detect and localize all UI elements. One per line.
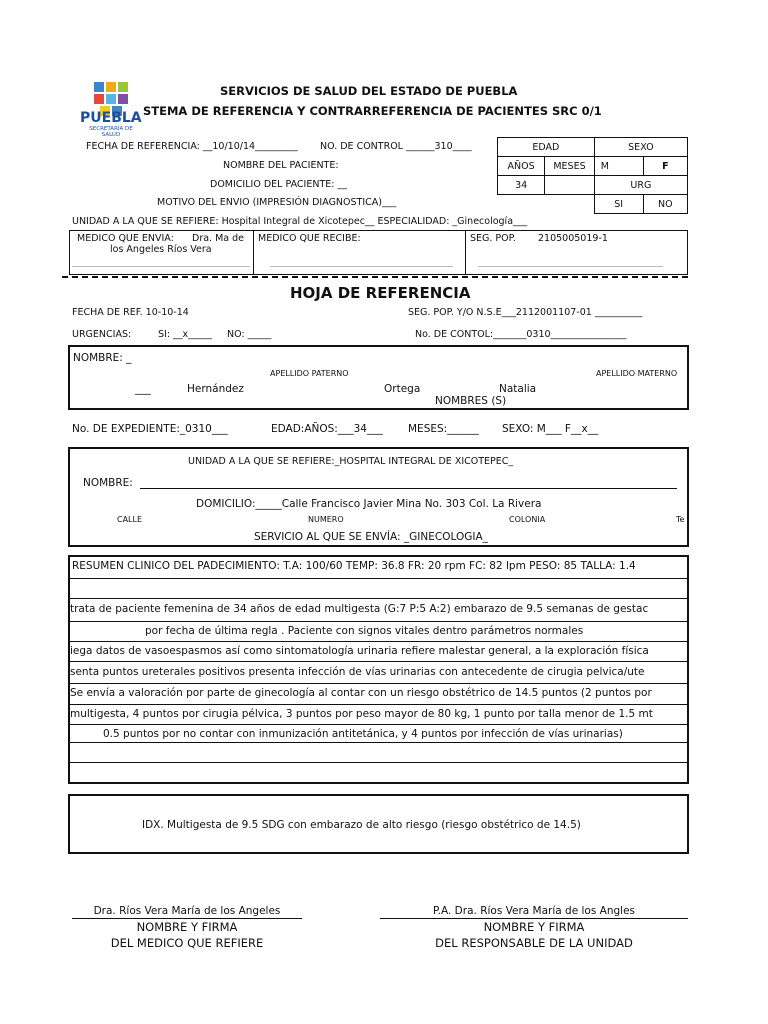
meses-header: MESES [545,157,595,176]
telefono-label: Te [676,515,685,524]
cut-line [62,276,688,278]
resumen-line-6: multigesta, 4 puntos por cirugia pélvica, 3 puntos por peso mayor de 80 kg, 1 punto por talla menor de 1.5 mt [70,708,653,720]
no-contol: No. DE CONTOL:_______0310________________ [415,329,627,340]
meses-value [545,176,595,195]
seg-pop-label: SEG. POP. [470,233,516,244]
anos-header: AÑOS [498,157,545,176]
calle-label: CALLE [117,515,143,524]
nombre-paciente-label: NOMBRE DEL PACIENTE: [223,160,339,171]
resumen-line-5: Se envía a valoración por parte de ginecología al contar con un riesgo obstétrico de 14.5 puntos (2 puntos por [70,687,652,699]
m-header: M [594,157,643,176]
nombre-value: Natalia [499,383,537,395]
nombres-label: NOMBRES (S) [435,395,507,407]
medico-envia-name-2: los Angeles Ríos Vera [110,244,212,255]
edad-header: EDAD [498,138,595,157]
servicio: SERVICIO AL QUE SE ENVÍA: _GINECOLOGIA_ [254,531,488,543]
domicilio-label: DOMICILIO DEL PACIENTE: __ [210,179,347,190]
urgencias-si: SI: __x_____ [158,329,212,340]
seg-pop-value: 2105005019-1 [538,233,608,244]
title-line-1: SERVICIOS DE SALUD DEL ESTADO DE PUEBLA [220,84,518,98]
puebla-logo [80,80,140,144]
f-header: F [643,157,687,176]
firma-izq-l1: NOMBRE Y FIRMA [136,920,238,934]
firma-der-l2: DEL RESPONSABLE DE LA UNIDAD [435,936,633,950]
apellido-materno-value: Ortega [384,383,421,395]
fecha-referencia: FECHA DE REFERENCIA: __10/10/14_________ [86,141,298,152]
firma-izq-l2: DEL MEDICO QUE REFIERE [110,936,264,950]
fecha-ref: FECHA DE REF. 10-10-14 [72,307,189,318]
resumen-line-7: 0.5 puntos por no contar con inmunización antitetánica, y 4 puntos por infección de vías urinarias) [103,728,623,740]
resumen-line-1: trata de paciente femenina de 34 años de edad multigesta (G:7 P:5 A:2) embarazo de 9.5 semanas de gestac [70,603,649,615]
resumen-line-4: senta puntos ureterales positivos presenta infección de vías urinarias con antecedente de cirugia pelvica/ute [70,666,645,678]
edad-sexo-table [497,137,688,214]
firma-der-nombre: P.A. Dra. Ríos Vera María de los Angles [432,905,636,917]
medico-recibe-label: MEDICO QUE RECIBE: [258,233,361,244]
apellido-paterno-value: Hernández [187,383,244,395]
motivo-label: MOTIVO DEL ENVIO (IMPRESIÓN DIAGNOSTICA)___ [157,197,397,208]
apellido-materno-label: APELLIDO MATERNO [596,369,678,378]
urgencias-label: URGENCIAS: [72,329,132,340]
logo-subtext: SECRETARÍA DE SALUD [89,126,133,138]
edad-anos: EDAD:AÑOS:___34___ [271,423,383,435]
urg-no: NO [643,195,687,214]
no-control: NO. DE CONTROL ______310____ [320,141,472,152]
colonia-label: COLONIA [509,515,546,524]
expediente: No. DE EXPEDIENTE:_0310___ [72,423,228,435]
title-line-2: STEMA DE REFERENCIA Y CONTRARREFERENCIA DE PACIENTES SRC 0/1 [143,104,602,118]
unidad-refiere: UNIDAD A LA QUE SE REFIERE:_HOSPITAL INTEGRAL DE XICOTEPEC_ [188,456,514,467]
seg-pop-nse: SEG. POP. Y/O N.S.E___2112001107-01 __________ [408,307,643,318]
edad-meses: MESES:______ [408,423,479,435]
nombre-label: NOMBRE: _ [73,352,132,364]
resumen-line-2: por fecha de última regla . Paciente con signos vitales dentro parámetros normales [145,625,584,637]
anos-value: 34 [498,176,545,195]
logo-text: PUEBLA [80,110,142,126]
urgencias-no: NO: _____ [227,329,272,340]
sexo-header: SEXO [594,138,687,157]
blank-line: ___ [135,383,151,395]
hoja-title: HOJA DE REFERENCIA [290,284,471,302]
firma-izq-nombre: Dra. Ríos Vera María de los Angeles [93,905,281,917]
apellido-paterno-label: APELLIDO PATERNO [270,369,349,378]
medico-envia-label: MEDICO QUE ENVIA: [77,233,174,244]
idx-text: IDX. Multigesta de 9.5 SDG con embarazo de alto riesgo (riesgo obstétrico de 14.5) [142,819,581,831]
unidad-especialidad: UNIDAD A LA QUE SE REFIERE: Hospital Integral de Xicotepec__ ESPECIALIDAD: _Ginecología___ [72,216,528,227]
unidad-nombre-label: NOMBRE: [83,477,133,489]
urg-header: URG [594,176,687,195]
numero-label: NUMERO [308,515,344,524]
unidad-domicilio: DOMICILIO:_____Calle Francisco Javier Mina No. 303 Col. La Rivera [196,498,542,510]
urg-si: SI [594,195,643,214]
resumen-line-3: iega datos de vasoespasmos así como sintomatología urinaria refiere malestar general, a la exploración física [70,645,649,657]
sexo: SEXO: M___ F__x__ [502,423,599,435]
firma-der-l1: NOMBRE Y FIRMA [483,920,585,934]
medico-envia-name-1: Dra. Ma de [192,233,244,244]
resumen-header: RESUMEN CLINICO DEL PADECIMIENTO: T.A: 100/60 TEMP: 36.8 FR: 20 rpm FC: 82 lpm PESO: 85 TALLA: 1.4 [72,560,636,572]
